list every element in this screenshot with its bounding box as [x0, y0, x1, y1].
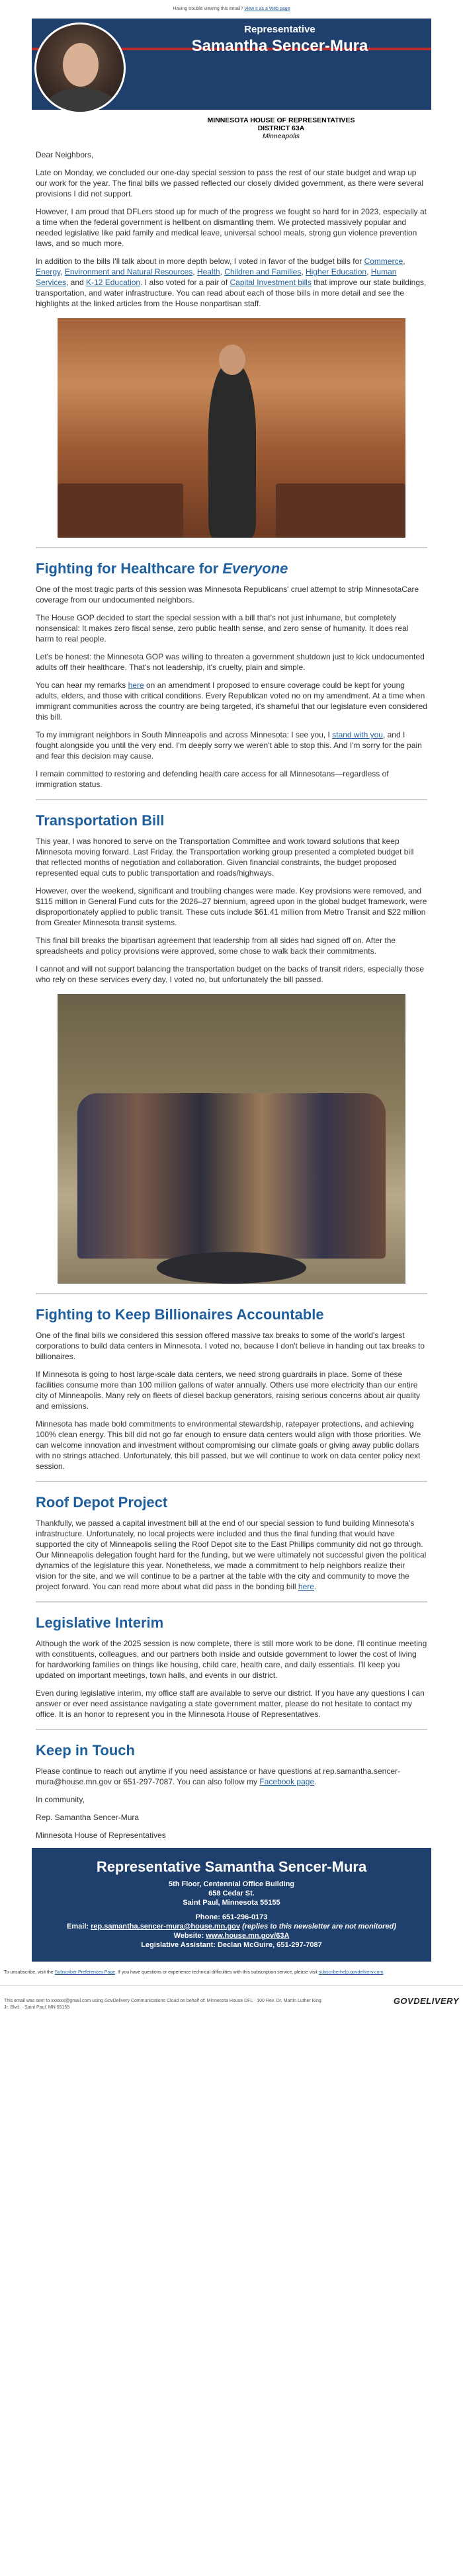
photo-bench-left: [58, 483, 183, 538]
intro-paragraph-1: Late on Monday, we concluded our one-day special session to pass the rest of our state budget and wrap up our work for the year. The final bills we passed reflected our closely divided government, as there were several provisions I did not support.: [36, 168, 424, 198]
billionaires-paragraph-1: One of the final bills we considered this session offered massive tax breaks to some of the world's largest corporations to build data centers in Minnesota. I voted no, because I don't believe in handing out tax breaks to billionaires.: [36, 1331, 425, 1361]
photo-speaker: [208, 364, 256, 538]
transportation-paragraph-1: This year, I was honored to serve on the Transportation Committee and work toward solutions that keep Minnesota moving forward. Last Friday, the Transportation working group presented a completed budget bill that reflected months of negotiation and collaboration. Given financial constraints, the budget proposed represented equal cuts to public transportation and roads/highways.: [36, 837, 414, 878]
link-human-services[interactable]: Human Services: [36, 267, 397, 287]
link-commerce[interactable]: Commerce: [364, 257, 403, 266]
view-web-page-link[interactable]: View it as a Web page: [244, 7, 290, 11]
preheader: [0, 0, 463, 19]
signature-title: Minnesota House of Representatives: [36, 1831, 166, 1840]
footer-email-link[interactable]: rep.samantha.sencer-mura@house.mn.gov: [91, 1923, 241, 1931]
govdelivery-logo: GOVDELIVERY: [393, 1996, 459, 2006]
healthcare-paragraph-2: The House GOP decided to start the special session with a bill that's not just inhumane, but completely nonsensical: It makes zero fiscal sense, zero public health sense, and zero sense of humanity. It does real harm to real people.: [36, 613, 409, 644]
roofdepot-paragraph-1: Thankfully, we passed a capital investment bill at the end of our special session to fund building Minnesota's infrastructure. Unfortunately, no local projects were included and thus the final funding that would have supported the city of Minneapolis selling the Roof Depot site to the East Phillips community did not go through. Our Minneapolis delegation fought hard for the funding, but we were ultimately not successful given the political dynamics of the legislature this year. Nonetheless, we made a commitment to help neighbors realize their vision for the site, and we will continue to be a partner at the table with the city and community to move the project forward. You can read more about what did pass in the bonding bill here.: [36, 1518, 427, 1591]
district-subtitle: [131, 116, 431, 140]
contact-footer: [32, 1848, 431, 1962]
healthcare-paragraph-3: Let's be honest: the Minnesota GOP was willing to threaten a government shutdown just to kick undocumented adults off their healthcare. That's not leadership, it's cruelty, plain and simple.: [36, 652, 425, 672]
healthcare-paragraph-4: You can hear my remarks here on an amendment I proposed to ensure coverage could be kept for young adults, elders, and those with critical conditions. Every Republican voted no on my amendment. At a time when immigrant communities across the country are being targeted, it's shameful that our legislature even considered this bill.: [36, 681, 427, 722]
divider: [36, 799, 427, 800]
keepintouch-heading: Keep in Touch: [36, 1742, 135, 1759]
newsletter-content: [32, 140, 431, 1841]
transportation-paragraph-4: I cannot and will not support balancing the transportation budget on the backs of transit riders, especially those who rely on these services every day. I voted no, but unfortunately the bill passed.: [36, 964, 425, 984]
link-health[interactable]: Health: [196, 267, 220, 276]
portrait-face: [63, 43, 99, 87]
photo-bench-right: [276, 483, 405, 538]
banner-title-big: Samantha Sencer-Mura: [191, 37, 368, 55]
portrait-shoulders: [46, 88, 117, 114]
transportation-paragraph-3: This final bill breaks the bipartisan agreement that leadership from all sides had signed off on. After the spreadsheets and policy provisions were approved, some chose to walk back their commitments.: [36, 936, 396, 956]
divider: [36, 1293, 427, 1294]
divider: [36, 1601, 427, 1602]
house-floor-photo: [58, 318, 405, 538]
footer-website-line: Website: www.house.mn.gov/63A: [173, 1932, 290, 1940]
stand-with-you-link[interactable]: stand with you: [332, 730, 383, 739]
photo-speaker-head: [219, 345, 245, 375]
footer-address-2: 658 Cedar St.: [208, 1890, 255, 1897]
divider: [36, 547, 427, 548]
divider: [36, 1481, 427, 1482]
facebook-link[interactable]: Facebook page: [259, 1777, 315, 1786]
bonding-bill-link[interactable]: here: [298, 1582, 314, 1591]
transportation-paragraph-2: However, over the weekend, significant and troubling changes were made. Key provisions were removed, and $115 million in General Fund cuts for the 2026–27 biennium, agreed upon in the global budget framework, were disproportionately applied to public transit. These cuts include $61.41 million from Metro Transit and $22 million from Greater Minnesota transit systems.: [36, 886, 427, 927]
representative-portrait: [34, 22, 126, 114]
unsubscribe-notice: To unsubscribe, visit the Subscriber Preferences Page. If you have questions or experience technical difficulties with this subscription service, please visit subscriberhelp.govdelivery.com.: [4, 1970, 385, 1975]
footer-email-line: Email: rep.samantha.sencer-mura@house.mn.gov (replies to this newsletter are not monitored): [67, 1923, 396, 1931]
keepintouch-paragraph-1: Please continue to reach out anytime if you need assistance or have questions at rep.samantha.sencer-mura@house.mn.gov or 651-297-7087. You can also follow my Facebook page.: [36, 1766, 400, 1786]
group-photo: [58, 994, 405, 1284]
footer-name: Representative Samantha Sencer-Mura: [96, 1858, 367, 1875]
interim-paragraph-1: Although the work of the 2025 session is now complete, there is still more work to be done. I'll continue meeting with constituents, colleagues, and our partners both inside and outside government to lower the cost of living for hardworking families on things like housing, child care, health care, and daily essentials. I'll keep you updated on important meetings, town halls, and events in our district.: [36, 1639, 427, 1680]
link-environment[interactable]: Environment and Natural Resources: [64, 267, 193, 276]
billionaires-paragraph-3: Minnesota has made bold commitments to environmental stewardship, ratepayer protections, and achieving 100% clean energy. This bill did not go far enough to ensure data centers would align with those priorities. We can welcome innovation and investment without compromising our climate goals or giving away public dollars with no strings attached. Unfortunately, this bill passed, but we will continue to work on data center policy next session.: [36, 1419, 421, 1471]
closing: In community,: [36, 1795, 85, 1804]
billionaires-paragraph-2: If Minnesota is going to host large-scale data centers, we need strong guardrails in place. Some of these facilities consume more than 100 million gallons of water annually. Others use more electricity than our entire city of Minneapolis. Many rely on fleets of diesel backup generators, raising serious concerns about air quality and emissions.: [36, 1370, 420, 1411]
link-children-families[interactable]: Children and Families: [224, 267, 302, 276]
link-energy[interactable]: Energy: [36, 267, 61, 276]
healthcare-paragraph-1: One of the most tragic parts of this session was Minnesota Republicans' cruel attempt to strip MinnesotaCare coverage from our undocumented neighbors.: [36, 585, 419, 604]
footer-phone: Phone: 651-296-0173: [195, 1913, 268, 1921]
photo-floor-seal: [157, 1252, 306, 1284]
banner-title-small: Representative: [244, 24, 316, 35]
transportation-heading: Transportation Bill: [36, 812, 165, 829]
subscriber-help-link[interactable]: subscriberhelp.govdelivery.com: [318, 1970, 384, 1975]
intro-paragraph-2: However, I am proud that DFLers stood up for much of the progress we fought so hard for in 2023, especially at a time when the federal government is hellbent on dismantling them. We protected massively popular and needed legislative like paid family and medical leave, universal school meals, strong gun violence prevention laws, and so much more.: [36, 207, 427, 248]
link-higher-education[interactable]: Higher Education: [306, 267, 367, 276]
footer-assistant: Legislative Assistant: Declan McGuire, 651-297-7087: [141, 1941, 322, 1949]
footer-address-3: Saint Paul, Minnesota 55155: [183, 1899, 280, 1907]
email-body: [32, 19, 431, 1962]
preheader-text: Having trouble viewing this email?: [173, 7, 243, 11]
interim-paragraph-2: Even during legislative interim, my office staff are available to serve our district. If you have any questions I can answer or ever need assistance navigating a state government matter, please do not hesitate to contact my office. It is an honor to represent you in the Minnesota House of Representatives.: [36, 1688, 425, 1719]
remarks-link[interactable]: here: [128, 681, 144, 690]
photo-group-row: [77, 1093, 386, 1259]
intro-paragraph-3: In addition to the bills I'll talk about in more depth below, I voted in favor of the budget bills for Commerce, Energy, Environment and Natural Resources, Health, Children and Families, Higher Education, Human Services, and K-12 Education. I also voted for a pair of Capital Investment bills that improve our state buildings, transportation, and water infrastructure. You can read about each of those bills in more detail and see the highlights at the linked articles from the House nonpartisan staff.: [36, 257, 427, 308]
divider: [36, 1729, 427, 1730]
sender-info: This email was sent to xxxxxx@gmail.com using GovDelivery Communications Cloud on behalf of: Minnesota House DFL · 100 Rev. Dr. Martin Luther King Jr. Blvd. · Saint Paul, MN 55155: [4, 1999, 321, 2010]
roofdepot-heading: Roof Depot Project: [36, 1494, 168, 1511]
link-capital-investment[interactable]: Capital Investment bills: [230, 278, 312, 287]
signature-name: Rep. Samantha Sencer-Mura: [36, 1813, 140, 1822]
district-city: Minneapolis: [262, 132, 300, 140]
greeting: Dear Neighbors,: [36, 150, 94, 159]
healthcare-paragraph-6: I remain committed to restoring and defending health care access for all Minnesotans—regardless of immigration status.: [36, 769, 389, 789]
interim-heading: Legislative Interim: [36, 1614, 164, 1631]
healthcare-heading: Fighting for Healthcare for Everyone: [36, 560, 288, 577]
district-number: DISTRICT 63A: [257, 124, 305, 132]
link-k12-education[interactable]: K-12 Education: [86, 278, 141, 287]
subscriber-preferences-link[interactable]: Subscriber Preferences Page: [54, 1970, 116, 1975]
footer-address-1: 5th Floor, Centennial Office Building: [168, 1880, 295, 1888]
footer-website-link[interactable]: www.house.mn.gov/63A: [206, 1932, 290, 1940]
healthcare-paragraph-5: To my immigrant neighbors in South Minneapolis and across Minnesota: I see you, I stand with you, and I fought alongside you until the very end. I'm deeply sorry we weren't able to stop this. And I'm sorry for the pain and fear this decision may cause.: [36, 730, 422, 761]
header-banner: [32, 19, 431, 110]
house-name: MINNESOTA HOUSE OF REPRESENTATIVES: [207, 116, 355, 124]
sender-footer: [0, 1985, 463, 2023]
billionaires-heading: Fighting to Keep Billionaires Accountable: [36, 1306, 324, 1323]
